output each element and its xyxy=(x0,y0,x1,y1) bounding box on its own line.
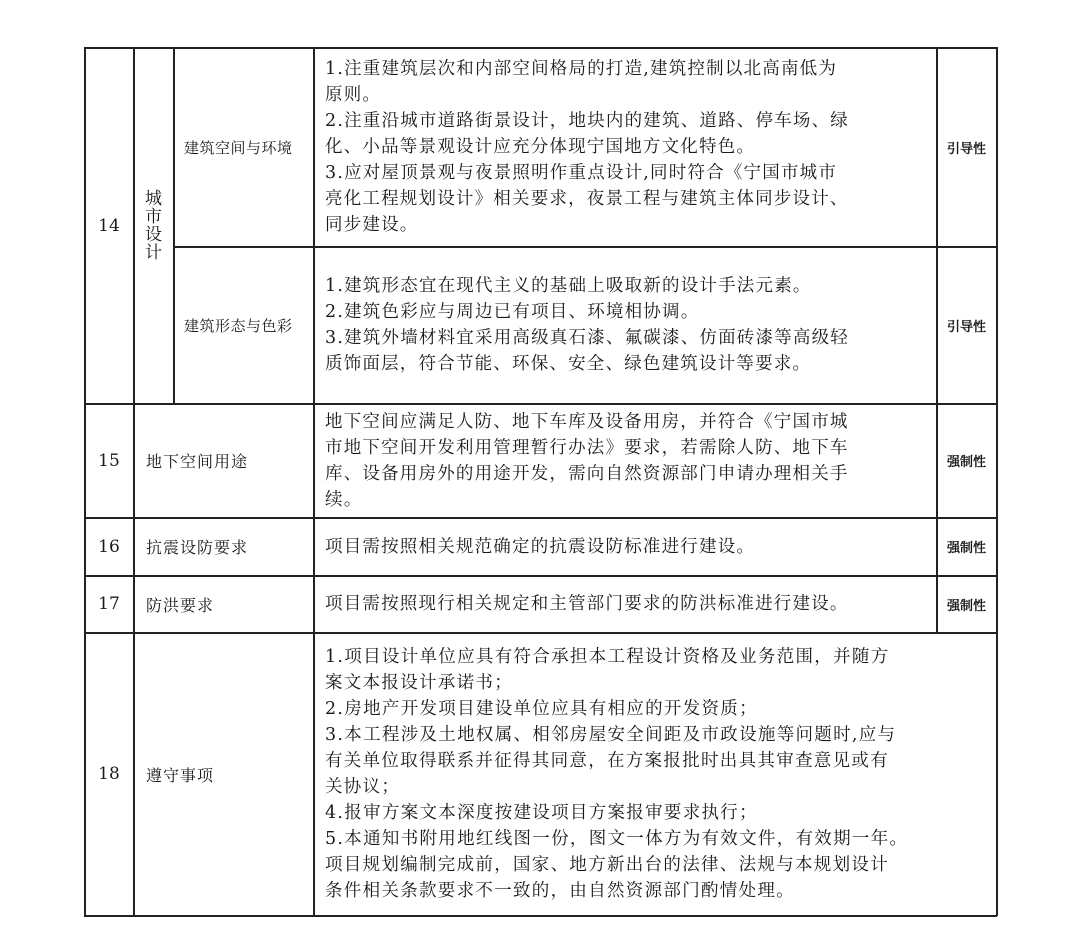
subcategory-label: 建筑空间与环境 xyxy=(184,138,293,157)
row-number: 16 xyxy=(98,536,120,557)
category-label: 抗震设防要求 xyxy=(146,538,249,557)
nature-tag: 引导性 xyxy=(946,319,986,335)
rule-line xyxy=(996,47,998,916)
row-number: 18 xyxy=(98,764,120,784)
category-label: 地下空间用途 xyxy=(146,452,249,471)
requirement-text: 1.注重建筑层次和内部空间格局的打造,建筑控制以北高南低为 原则。 2.注重沿城市道路街景设计，地块内的建筑、道路、停车场、绿 化、小品等景观设计应充分体现宁国地方文化特色。 3.应对屋顶景观与夜景照明作重点设计,同时符合《宁国市城市 亮化工程规划设计》相关要求，夜景工程与建筑主体同步设计、 同步建设。 xyxy=(325,59,849,235)
nature-tag: 强制性 xyxy=(946,598,986,614)
nature-tag: 引导性 xyxy=(946,141,986,157)
row-number: 15 xyxy=(98,450,120,471)
requirement-text: 地下空间应满足人防、地下车库及设备用房，并符合《宁国市城 市地下空间开发利用管理暂行办法》要求，若需除人防、地下车 库、设备用房外的用途开发，需向自然资源部门申请办理相关手 续。 xyxy=(325,411,849,510)
nature-tag: 强制性 xyxy=(946,541,986,556)
nature-tag: 强制性 xyxy=(946,455,986,470)
subcategory-label: 建筑形态与色彩 xyxy=(184,316,293,335)
requirement-text: 1.项目设计单位应具有符合承担本工程设计资格及业务范围，并随方 案文本报设计承诺书； 2.房地产开发项目建设单位应具有相应的开发资质； 3.本工程涉及土地权属、相邻房屋安全间距及市政设施等问题时,应与 有关单位取得联系并征得其同意，在方案报批时出具其审查意见或有 关协议； 4.报审方案文本深度按建设项目方案报审要求执行； 5.本通知书附用地红线图一份，图文一体方为有效文件，有效期一年。 项目规划编制完成前，国家、地方新出台的法律、法规与本规划设计 条件相关条款要求不一致的，由自然资源部门酌情处理。 xyxy=(325,647,909,901)
category-label: 遵守事项 xyxy=(146,765,215,785)
category-label: 城市设计 xyxy=(145,188,162,263)
row-number: 14 xyxy=(98,215,120,236)
row-number: 17 xyxy=(98,594,120,614)
requirement-text: 1.建筑形态宜在现代主义的基础上吸取新的设计手法元素。 2.建筑色彩应与周边已有项目、环境相协调。 3.建筑外墙材料宜采用高级真石漆、氟碳漆、仿面砖漆等高级轻 质饰面层，符合节能、环保、安全、绿色建筑设计等要求。 xyxy=(325,276,849,374)
requirement-text: 项目需按照现行相关规定和主管部门要求的防洪标准进行建设。 xyxy=(325,594,849,614)
requirement-text: 项目需按照相关规范确定的抗震设防标准进行建设。 xyxy=(325,536,756,557)
rule-line xyxy=(84,915,997,917)
category-label: 防洪要求 xyxy=(146,595,215,615)
